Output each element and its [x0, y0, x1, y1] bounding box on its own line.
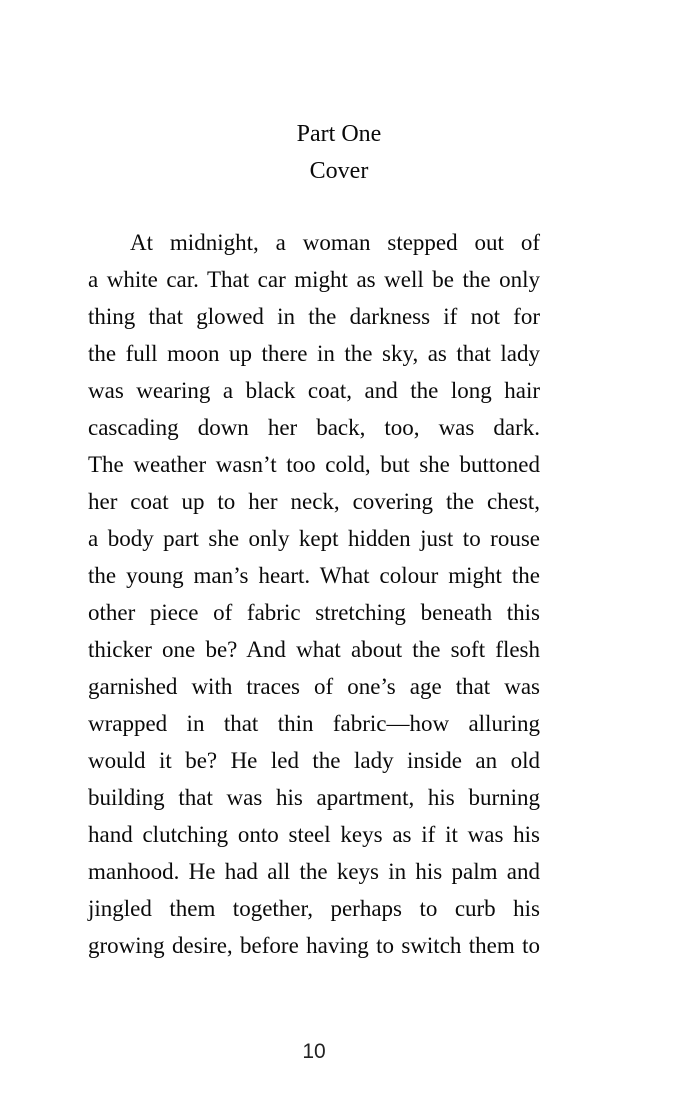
body-text-line: thing that glowed in the darkness if not for — [88, 304, 540, 329]
body-text-line: her coat up to her neck, covering the chest, — [88, 489, 540, 514]
chapter-title: Cover — [309, 158, 369, 184]
body-text-line: would it be? He led the lady inside an old — [88, 748, 540, 773]
body-text-line: wrapped in that thin fabric—how alluring — [88, 711, 540, 736]
chapter-heading-block — [0, 116, 678, 190]
body-text-line: hand clutching onto steel keys as if it was his — [88, 822, 540, 847]
body-text-line: a white car. That car might as well be the only — [88, 267, 540, 292]
body-text-line: cascading down her back, too, was dark. — [88, 415, 540, 440]
body-text-line: was wearing a black coat, and the long hair — [88, 378, 540, 403]
body-text-line: thicker one be? And what about the soft flesh — [88, 637, 540, 662]
body-text-line: At midnight, a woman stepped out of — [130, 230, 540, 255]
body-text-line: growing desire, before having to switch them to — [88, 933, 540, 958]
page-number: 10 — [302, 1040, 326, 1063]
body-text-line: manhood. He had all the keys in his palm and — [88, 859, 540, 884]
body-paragraph — [88, 224, 540, 964]
body-text-line: the young man’s heart. What colour might the — [88, 563, 540, 588]
body-text-line: other piece of fabric stretching beneath this — [88, 600, 540, 625]
body-text-line: jingled them together, perhaps to curb his — [88, 896, 540, 921]
body-text-line: a body part she only kept hidden just to rouse — [88, 526, 540, 551]
body-text-line: building that was his apartment, his burning — [88, 785, 540, 810]
body-text-line: the full moon up there in the sky, as that lady — [88, 341, 540, 366]
part-heading: Part One — [296, 121, 382, 147]
body-text-line: garnished with traces of one’s age that was — [88, 674, 540, 699]
body-text-line: The weather wasn’t too cold, but she buttoned — [88, 452, 540, 477]
